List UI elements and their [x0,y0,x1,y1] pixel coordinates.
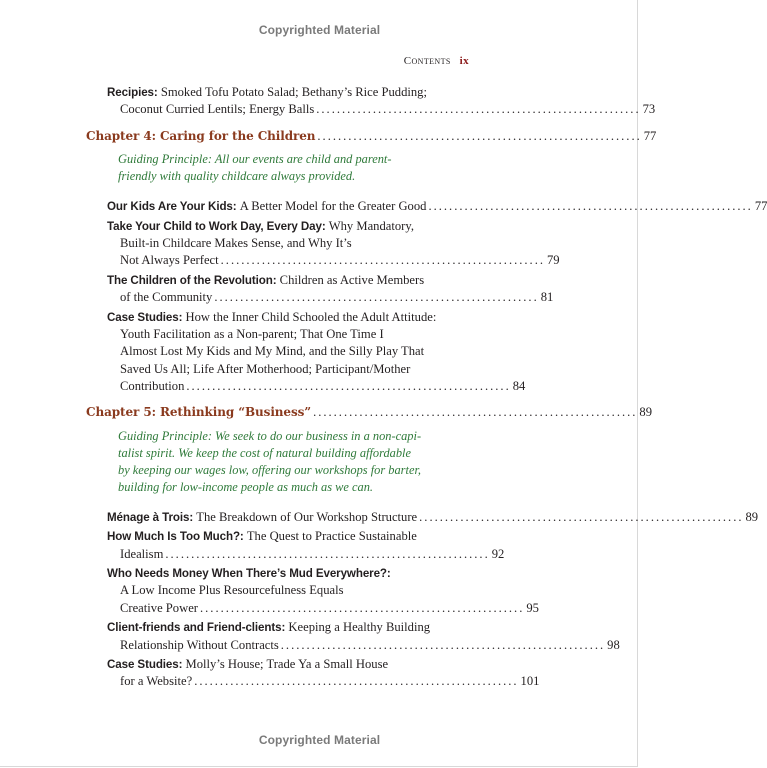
toc-entry-text: Why Mandatory, [328,218,414,233]
toc-entry-text: Not Always Perfect [120,253,219,268]
toc-entry-text: for a Website? [120,674,193,689]
guiding-principle-line: Guiding Principle: We seek to do our business in a non-capi- [118,428,422,443]
chapter-title: Chapter 4: Caring for the Children [86,128,316,143]
toc-page-number: 84 [512,379,526,394]
toc-page-number: 73 [642,102,656,117]
toc-page-number: 89 [639,405,653,420]
toc-entry-menage-a-trois[interactable] [86,509,759,526]
toc-entry-text: Coconut Curried Lentils; Energy Balls [120,102,315,117]
toc-entry-lead: The Children of the Revolution: [107,273,277,287]
toc-page-number: 101 [520,674,540,689]
dot-leader: ............................................................... [165,546,490,561]
dot-leader: ............................................................... [313,405,638,420]
toc-page-number: 92 [491,546,505,561]
toc-entry-lead: Recipies: [107,86,158,99]
toc-entry-lead: Ménage à Trois: [107,510,194,524]
toc-entry-take-your-child[interactable] [86,218,560,270]
table-of-contents [86,84,767,693]
guiding-principle-line: building for low-income people as much as we can. [118,479,374,494]
toc-page-number: 95 [526,600,539,615]
guiding-principle-line: talist spirit. We keep the cost of natural building affordable [118,445,411,460]
toc-page-number: 77 [754,199,767,214]
toc-entry-text: Contribution [120,379,185,394]
toc-entry-text: Built-in Childcare Makes Sense, and Why It’s [120,235,352,250]
toc-entry-how-much[interactable] [86,528,505,563]
toc-entry-case-studies-ch4[interactable] [86,309,526,396]
dot-leader: ............................................................... [200,600,525,615]
dot-leader: ............................................................... [220,253,545,268]
toc-entry-lead: Client-friends and Friend-clients: [107,621,286,635]
copyright-watermark-bottom: Copyrighted Material [258,733,381,747]
toc-entry-lead: Who Needs Money When There’s Mud Everywhere?: [107,567,391,581]
chapter-4-heading[interactable] [86,128,657,145]
copyright-watermark-top: Copyrighted Material [258,23,381,37]
dot-leader: ............................................................... [428,199,753,214]
toc-entry-client-friends[interactable] [86,619,620,654]
toc-entry-text: Children as Active Members [279,272,425,287]
chapter-5-heading[interactable] [86,404,653,421]
guiding-principle-line: Guiding Principle: All our events are child and parent- [118,152,392,167]
toc-page-number: 81 [540,290,554,305]
running-head [340,55,469,67]
toc-entry-text: The Quest to Practice Sustainable [246,529,417,544]
chapter-title: Chapter 5: Rethinking “Business” [86,405,312,420]
dot-leader: ............................................................... [186,379,511,394]
toc-entry-text: Youth Facilitation as a Non-parent; That One Time I [120,326,384,341]
toc-entry-lead: Take Your Child to Work Day, Every Day: [107,219,326,233]
toc-entry-text: Smoked Tofu Potato Salad; Bethany’s Rice Pudding; [160,85,427,99]
toc-entry-who-needs-money[interactable] [86,565,539,617]
running-head-page-number: ix [459,55,469,67]
toc-entry-text: Almost Lost My Kids and My Mind, and the Silly Play That [120,344,425,359]
toc-entry-case-studies-ch5[interactable] [86,656,540,691]
toc-page-number: 79 [547,253,560,268]
toc-page-number: 77 [643,128,657,143]
toc-entry-our-kids[interactable] [86,198,767,215]
dot-leader: ............................................................... [317,128,642,143]
dot-leader: ............................................................... [214,290,539,305]
dot-leader: ............................................................... [280,637,606,652]
toc-entry-text: Idealism [120,546,164,561]
chapter-4-guiding-principle [86,151,468,185]
toc-entry-children-of-revolution[interactable] [86,272,554,307]
toc-entry-text: A Low Income Plus Resourcefulness Equals [120,583,344,598]
toc-entry-lead: Case Studies: [107,657,183,671]
toc-entry-text: Saved Us All; Life After Motherhood; Participant/Mother [120,361,411,376]
dot-leader: ............................................................... [419,509,744,524]
guiding-principle-line: by keeping our wages low, offering our workshops for barter, [118,462,421,477]
dot-leader: ............................................................... [316,102,641,117]
toc-entry-text: A Better Model for the Greater Good [239,199,427,214]
guiding-principle-line: friendly with quality childcare always provided. [118,169,356,184]
toc-entry-lead: Our Kids Are Your Kids: [107,200,237,214]
toc-entry-text: How the Inner Child Schooled the Adult Attitude: [185,309,437,324]
toc-entry-text: Relationship Without Contracts [120,637,279,652]
toc-entry-text: Keeping a Healthy Building [288,620,431,635]
running-head-label: Contents [403,55,451,67]
toc-entry-text: of the Community [120,290,213,305]
chapter-5-guiding-principle [86,428,468,496]
toc-entry-lead: How Much Is Too Much?: [107,530,244,544]
toc-entry-recipes[interactable] [86,84,656,119]
toc-entry-lead: Case Studies: [107,310,183,324]
toc-entry-text: Molly’s House; Trade Ya a Small House [185,656,389,671]
dot-leader: ............................................................... [194,674,519,689]
toc-page-number: 89 [745,509,759,524]
toc-entry-text: The Breakdown of Our Workshop Structure [196,509,418,524]
toc-page-number: 98 [607,637,620,652]
toc-entry-text: Creative Power [120,600,198,615]
